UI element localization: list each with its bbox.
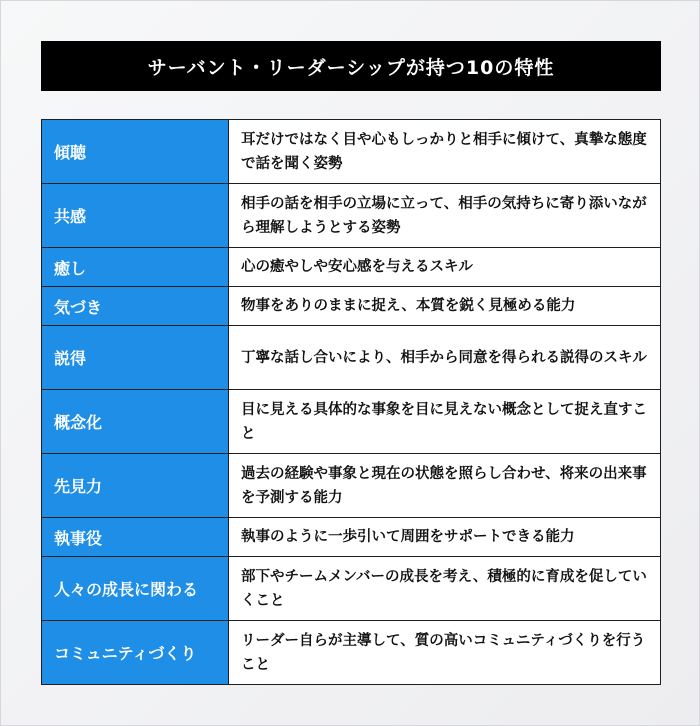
trait-name: 共感 bbox=[42, 184, 229, 248]
trait-description: 物事をありのままに捉え、本質を鋭く見極める能力 bbox=[229, 287, 661, 326]
table-row bbox=[42, 557, 661, 621]
trait-name: 人々の成長に関わる bbox=[42, 557, 229, 621]
trait-description: 心の癒やしや安心感を与えるスキル bbox=[229, 248, 661, 287]
trait-description: 過去の経験や事象と現在の状態を照らし合わせ、将来の出来事を予測する能力 bbox=[229, 454, 661, 518]
trait-name: 執事役 bbox=[42, 518, 229, 557]
trait-name: 気づき bbox=[42, 287, 229, 326]
trait-description: 耳だけではなく目や心もしっかりと相手に傾けて、真摯な態度で話を聞く姿勢 bbox=[229, 120, 661, 184]
trait-description: 部下やチームメンバーの成長を考え、積極的に育成を促していくこと bbox=[229, 557, 661, 621]
table-row bbox=[42, 287, 661, 326]
trait-name: 説得 bbox=[42, 326, 229, 390]
table-row bbox=[42, 390, 661, 454]
trait-name: 癒し bbox=[42, 248, 229, 287]
page-title: サーバント・リーダーシップが持つ10の特性 bbox=[147, 56, 555, 79]
table-row bbox=[42, 184, 661, 248]
trait-name: 概念化 bbox=[42, 390, 229, 454]
trait-description: 執事のように一歩引いて周囲をサポートできる能力 bbox=[229, 518, 661, 557]
table-row bbox=[42, 518, 661, 557]
trait-name: 傾聴 bbox=[42, 120, 229, 184]
table-row bbox=[42, 248, 661, 287]
table-row bbox=[42, 326, 661, 390]
traits-table bbox=[41, 119, 661, 685]
table-row bbox=[42, 454, 661, 518]
table-row bbox=[42, 120, 661, 184]
trait-name: 先見力 bbox=[42, 454, 229, 518]
table-row bbox=[42, 621, 661, 685]
trait-description: リーダー自らが主導して、質の高いコミュニティづくりを行うこと bbox=[229, 621, 661, 685]
title-bar bbox=[41, 41, 661, 91]
trait-name: コミュニティづくり bbox=[42, 621, 229, 685]
trait-description: 目に見える具体的な事象を目に見えない概念として捉え直すこと bbox=[229, 390, 661, 454]
trait-description: 相手の話を相手の立場に立って、相手の気持ちに寄り添いながら理解しようとする姿勢 bbox=[229, 184, 661, 248]
trait-description: 丁寧な話し合いにより、相手から同意を得られる説得のスキル bbox=[229, 326, 661, 390]
